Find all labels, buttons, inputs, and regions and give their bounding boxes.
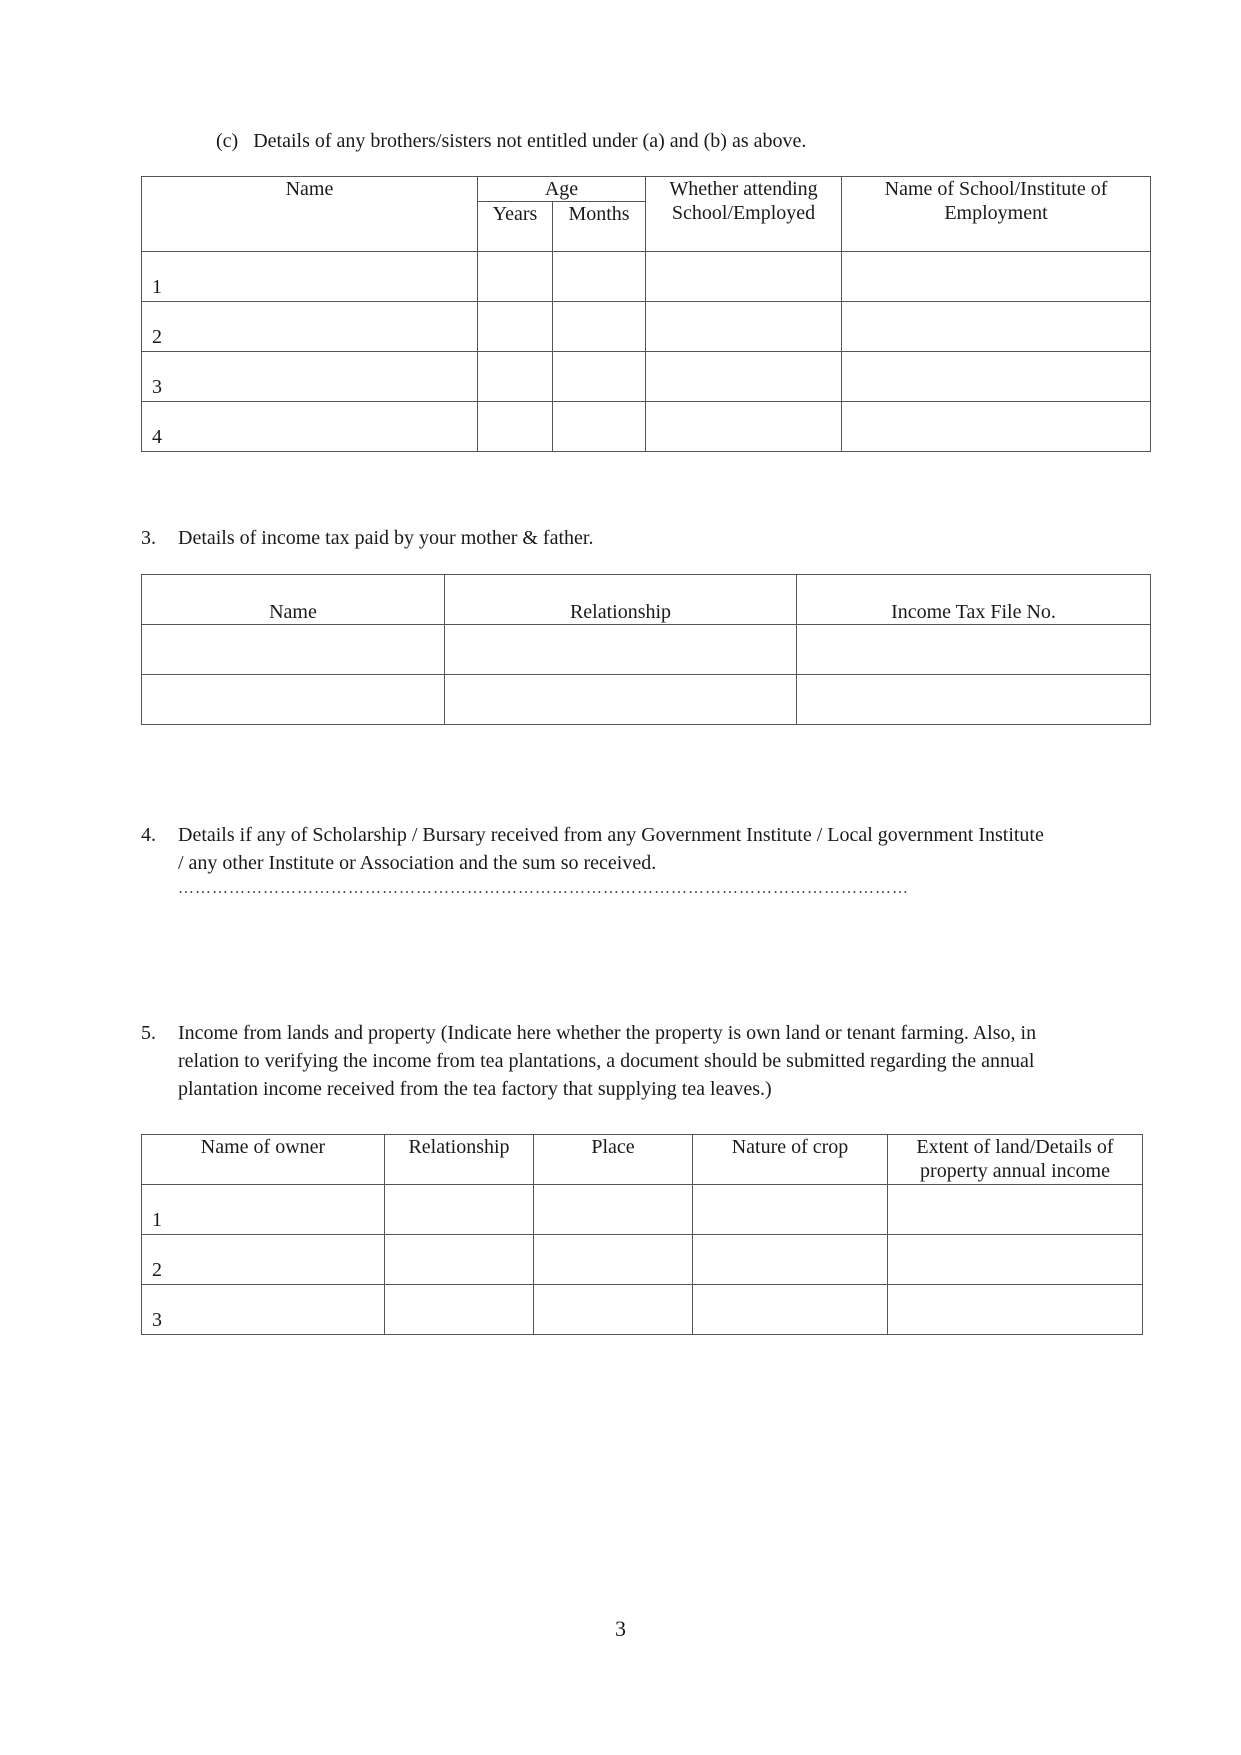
header-years: Years [478,202,553,252]
place-cell[interactable] [534,1285,693,1335]
years-cell[interactable] [478,402,553,452]
header-tax-file: Income Tax File No. [797,575,1151,625]
name-cell[interactable] [142,675,445,725]
header-relationship: Relationship [445,575,797,625]
header-school [842,177,1151,252]
school-cell[interactable] [842,252,1151,302]
relationship-cell[interactable] [385,1185,534,1235]
crop-cell[interactable] [693,1185,888,1235]
header-attending [646,177,842,252]
years-cell[interactable] [478,352,553,402]
header-age: Age [478,177,646,202]
months-cell[interactable] [553,252,646,302]
relationship-cell[interactable] [445,675,797,725]
header-extent-line2: property annual income [920,1160,1110,1182]
header-months: Months [553,202,646,252]
relationship-cell[interactable] [385,1235,534,1285]
header-place: Place [534,1135,693,1185]
name-cell[interactable] [142,625,445,675]
page-number: 3 [615,1616,626,1641]
section-4-line2: / any other Institute or Association and the sum so received. [178,852,657,874]
school-cell[interactable] [842,302,1151,352]
header-extent-line1: Extent of land/Details of [916,1136,1114,1158]
header-crop: Nature of crop [693,1135,888,1185]
row-number: 2 [142,302,478,352]
section-5-line3: plantation income received from the tea factory that supplying tea leaves.) [178,1078,772,1100]
relationship-cell[interactable] [385,1285,534,1335]
section-c-heading [216,130,806,153]
tax-file-cell[interactable] [797,625,1151,675]
income-tax-table [141,574,1151,725]
school-cell[interactable] [842,352,1151,402]
header-extent [888,1135,1143,1185]
section-3-text: Details of income tax paid by your mother & father. [178,527,594,549]
header-attending-line2: School/Employed [671,202,816,224]
section-c-text: Details of any brothers/sisters not entitled under (a) and (b) as above. [253,130,807,152]
section-5-line1: Income from lands and property (Indicate here whether the property is own land or tenant farming. Also, in [178,1022,1037,1044]
row-number: 2 [142,1235,385,1285]
header-school-line2: Employment [944,202,1048,224]
section-4-number: 4. [141,824,156,846]
header-attending-line1: Whether attending [669,178,818,200]
years-cell[interactable] [478,302,553,352]
attending-cell[interactable] [646,252,842,302]
header-school-line1: Name of School/Institute of [884,178,1108,200]
header-name: Name [142,177,478,252]
header-owner: Name of owner [142,1135,385,1185]
place-cell[interactable] [534,1185,693,1235]
section-4-dotted-answer[interactable]: ………………………………………………………………………………………………………………… [178,880,909,897]
tax-file-cell[interactable] [797,675,1151,725]
row-number: 3 [142,1285,385,1335]
attending-cell[interactable] [646,302,842,352]
section-c-label: (c) [216,130,239,152]
years-cell[interactable] [478,252,553,302]
section-5-number: 5. [141,1022,156,1044]
crop-cell[interactable] [693,1285,888,1335]
months-cell[interactable] [553,402,646,452]
extent-cell[interactable] [888,1185,1143,1235]
row-number: 4 [142,402,478,452]
header-name: Name [142,575,445,625]
extent-cell[interactable] [888,1235,1143,1285]
attending-cell[interactable] [646,402,842,452]
school-cell[interactable] [842,402,1151,452]
row-number: 1 [142,1185,385,1235]
extent-cell[interactable] [888,1285,1143,1335]
section-3-number: 3. [141,527,156,549]
relationship-cell[interactable] [445,625,797,675]
land-income-table [141,1134,1143,1335]
row-number: 1 [142,252,478,302]
crop-cell[interactable] [693,1235,888,1285]
months-cell[interactable] [553,302,646,352]
months-cell[interactable] [553,352,646,402]
attending-cell[interactable] [646,352,842,402]
row-number: 3 [142,352,478,402]
siblings-table [141,176,1151,452]
place-cell[interactable] [534,1235,693,1285]
section-4-line1: Details if any of Scholarship / Bursary received from any Government Institute / Local government Institute [178,824,1044,846]
section-5-line2: relation to verifying the income from tea plantations, a document should be submitted regarding the annual [178,1050,1035,1072]
header-relationship: Relationship [385,1135,534,1185]
